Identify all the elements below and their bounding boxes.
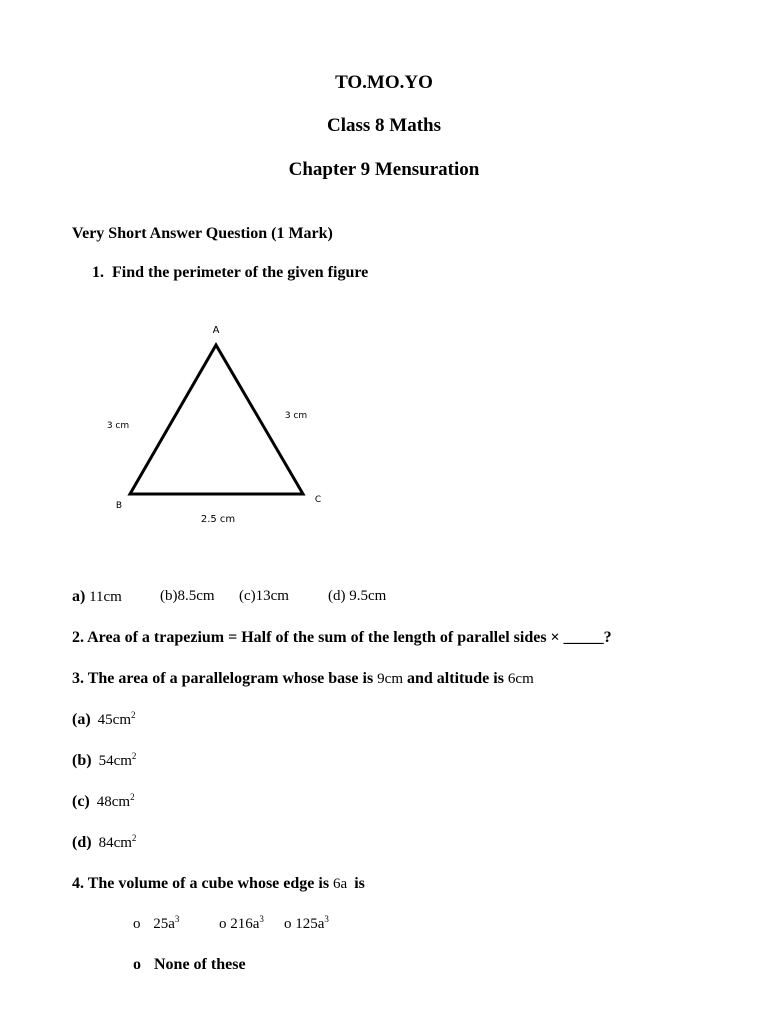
option-d: (d) 9.5cm <box>328 588 387 604</box>
question-4-option-2 <box>219 916 264 933</box>
question-1-options <box>72 588 472 606</box>
option-exponent: 2 <box>131 833 137 843</box>
question-4-option-3 <box>284 916 329 933</box>
question-3-text-mid: and altitude is <box>403 670 508 687</box>
side-ac-label: 3 cm <box>284 411 308 421</box>
vertex-a-label: A <box>212 325 220 336</box>
option-exponent: 3 <box>259 914 264 924</box>
option-exponent: 2 <box>131 751 137 761</box>
side-bc-label: 2.5 cm <box>200 514 236 525</box>
option-value: 45cm <box>97 712 131 728</box>
option-label: (b) <box>72 752 92 769</box>
bullet-icon: o <box>133 956 141 973</box>
option-exponent: 2 <box>130 710 136 720</box>
option-exponent: 3 <box>174 914 180 924</box>
option-exponent: 3 <box>324 914 329 924</box>
option-a-value: 11cm <box>85 589 122 605</box>
option-value: None of these <box>154 956 246 973</box>
question-3-base: 9cm <box>377 671 403 687</box>
question-3 <box>72 670 534 688</box>
question-3-altitude: 6cm <box>507 671 534 687</box>
chapter-title: Chapter 9 Mensuration <box>288 159 480 180</box>
question-1-number: 1. <box>92 264 104 281</box>
option-value: 25a <box>153 916 175 932</box>
question-4-edge: 6a <box>333 876 348 892</box>
question-3-text-start: 3. The area of a parallelogram whose base is <box>72 670 378 687</box>
question-3-option-d <box>72 834 136 852</box>
option-a-label: a) <box>72 588 86 605</box>
question-1-text: Find the perimeter of the given figure <box>112 264 369 281</box>
question-3-option-a <box>72 711 135 729</box>
bullet-icon: o <box>133 916 141 932</box>
option-value: o 216a <box>219 916 260 932</box>
question-4-option-4 <box>133 956 246 974</box>
side-ab-label: 3 cm <box>106 421 130 431</box>
option-value: 48cm <box>96 794 131 810</box>
question-4 <box>72 875 365 893</box>
option-value: o 125a <box>284 916 325 932</box>
option-label: (a) <box>72 711 91 728</box>
option-b: (b)8.5cm <box>160 588 215 604</box>
vertex-c-label: C <box>314 495 322 505</box>
school-name: TO.MO.YO <box>335 72 433 93</box>
question-2: 2. Area of a trapezium = Half of the sum of the length of parallel sides × _____? <box>72 629 612 646</box>
section-heading: Very Short Answer Question (1 Mark) <box>72 225 333 242</box>
option-value: 54cm <box>98 753 132 769</box>
option-c: (c)13cm <box>239 588 289 604</box>
question-3-option-c <box>72 793 135 811</box>
option-exponent: 2 <box>130 792 135 802</box>
question-3-option-b <box>72 752 136 770</box>
class-title: Class 8 Maths <box>326 115 441 136</box>
triangle-shape <box>130 345 303 494</box>
option-value: 84cm <box>98 835 132 851</box>
option-label: (d) <box>72 834 92 851</box>
question-4-option-1 <box>133 916 179 933</box>
question-4-text-start: 4. The volume of a cube whose edge is <box>72 875 334 892</box>
option-label: (c) <box>72 793 90 810</box>
vertex-b-label: B <box>115 501 123 511</box>
question-4-text-end: is <box>354 875 365 892</box>
